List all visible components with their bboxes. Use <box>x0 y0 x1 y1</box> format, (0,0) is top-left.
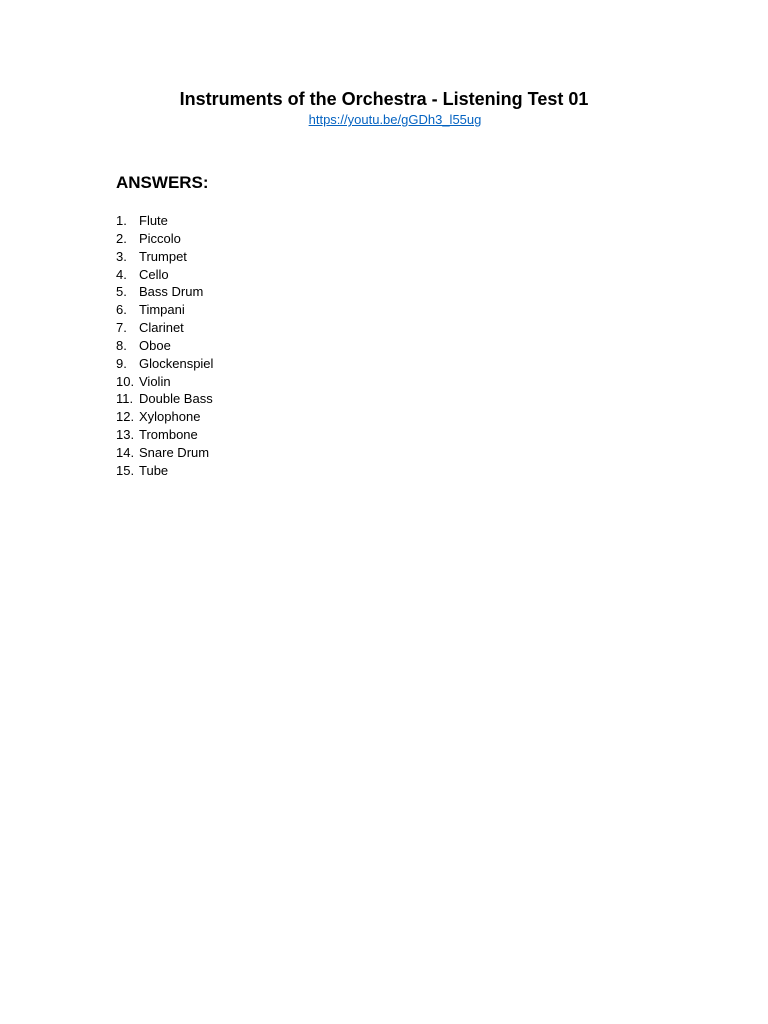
answer-number: 8. <box>116 337 127 353</box>
answer-label: Double Bass <box>139 391 213 407</box>
answers-heading: ANSWERS: <box>116 173 209 192</box>
answer-item <box>116 408 213 426</box>
answer-label: Trumpet <box>139 248 187 264</box>
answer-item <box>116 462 213 480</box>
answer-item <box>116 230 213 248</box>
answer-item <box>116 337 213 355</box>
answer-number: 13. <box>116 427 135 443</box>
answer-number: 14. <box>116 444 135 460</box>
answer-label: Violin <box>139 373 171 389</box>
answer-label: Clarinet <box>139 320 184 336</box>
answer-number: 1. <box>116 213 127 228</box>
answer-number: 10. <box>116 373 135 389</box>
video-link[interactable]: https://youtu.be/gGDh3_l55ug <box>308 112 482 127</box>
answer-item <box>116 355 213 373</box>
answer-label: Snare Drum <box>139 444 210 460</box>
answer-item <box>116 266 213 284</box>
answer-label: Trombone <box>139 427 198 443</box>
answer-number: 7. <box>116 320 127 336</box>
answer-number: 5. <box>116 284 127 300</box>
answers-list <box>116 212 213 480</box>
answer-number: 15. <box>116 462 135 478</box>
answer-number: 11. <box>116 391 134 407</box>
answer-label: Timpani <box>139 302 185 318</box>
answer-label: Bass Drum <box>139 284 204 300</box>
answer-item <box>116 390 213 408</box>
answer-number: 6. <box>116 302 127 318</box>
answer-label: Oboe <box>139 337 171 353</box>
answer-item <box>116 319 213 337</box>
answer-label: Cello <box>139 266 169 282</box>
answer-item <box>116 212 213 230</box>
answer-label: Glockenspiel <box>139 355 214 371</box>
answer-label: Piccolo <box>139 230 181 246</box>
answer-number: 4. <box>116 266 127 282</box>
answer-label: Tube <box>139 462 169 478</box>
answer-item <box>116 373 213 391</box>
answer-item <box>116 301 213 319</box>
answer-item <box>116 444 213 462</box>
answer-number: 2. <box>116 230 127 246</box>
answer-item <box>116 426 213 444</box>
answer-item <box>116 283 213 301</box>
answer-label: Xylophone <box>139 409 201 425</box>
answer-item <box>116 248 213 266</box>
answer-number: 3. <box>116 248 127 264</box>
document-title: Instruments of the Orchestra - Listening Test 01 <box>179 89 589 109</box>
answer-number: 12. <box>116 409 135 425</box>
answer-label: Flute <box>139 213 168 228</box>
answer-number: 9. <box>116 355 127 371</box>
